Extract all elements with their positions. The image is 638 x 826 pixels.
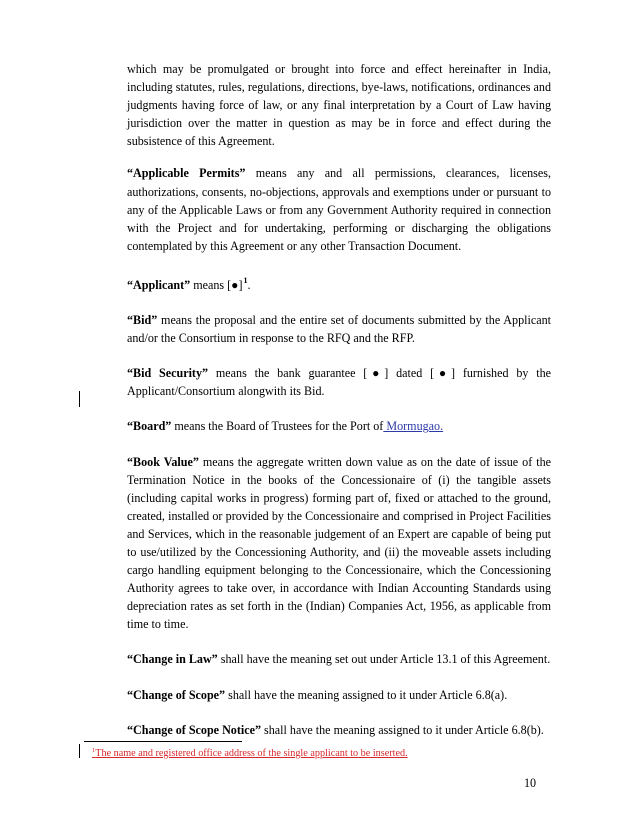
intro-paragraph: which may be promulgated or brought into force and effect hereinafter in India, including statutes, rules, regulations, directions, bye-laws, notifications, ordinances and judgments having force of law, or any final interpretation by a Court of Law having jurisdiction over the matter in question as may be in force and effect during the subsistence of this Agreement. — [127, 62, 551, 149]
inserted-text-mormugao: Mormugao. — [383, 419, 444, 434]
definition-bid — [127, 311, 551, 347]
definition-text: means any and all permissions, clearances, licenses, authorizations, consents, no-objections, approvals and exemptions under or pursuant to any of the Applicable Laws or from any Government Authority required in connection with the Project and for undertaking, performing or discharging the obligations contemplated by this Agreement or any other Transaction Document. — [127, 166, 551, 253]
term-applicant: “Applicant” — [127, 277, 191, 292]
footnote — [92, 744, 552, 760]
term-change-in-law: “Change in Law” — [127, 652, 218, 667]
definitions-body — [127, 60, 551, 756]
footnote-text: The name and registered office address of the single applicant to be inserted. — [95, 748, 408, 759]
definition-text: shall have the meaning set out under Article 13.1 of this Agreement. — [217, 652, 551, 667]
footnote-marker: 1 — [92, 747, 96, 754]
definition-end: . — [247, 277, 251, 292]
term-change-of-scope: “Change of Scope” — [127, 687, 226, 702]
definition-bid-security — [127, 364, 551, 400]
definition-text: means the Board of Trustees for the Port of — [171, 419, 384, 434]
definition-change-in-law — [127, 650, 551, 668]
term-applicable-permits: “Applicable Permits” — [127, 166, 246, 181]
revision-change-bar — [79, 391, 80, 407]
page-number: 10 — [524, 776, 537, 790]
definition-text: means [●] — [190, 277, 243, 292]
definition-text: means the aggregate written down value as on the date of issue of the Termination Notice in the books of the Concessionaire of (i) the tangible assets (including capital works in progress) forming part of, fixed or attached to the ground, created, installed or provided by the Concessionaire and comprised in Project Facilities and Services, which in the reasonable judgement of an Expert are capable of being put to use/utilized by the Concessioning Authority, and (ii) the moveable assets including cargo handling equipment belonging to the Concessionaire, which the Concessioning Authority agrees to take over, in accordance with Indian Accounting Standards using depreciation rates as set forth in the (Indian) Companies Act, 1956, as applicable from time to time. — [127, 454, 551, 632]
term-board: “Board” — [127, 419, 172, 434]
footnote-reference[interactable]: 1 — [243, 275, 248, 285]
definition-applicable-permits — [127, 164, 551, 254]
definition-applicant — [127, 272, 551, 294]
footnote-change-bar — [79, 744, 80, 758]
definition-board — [127, 417, 551, 435]
definition-text: shall have the meaning assigned to it under Article 6.8(b). — [261, 722, 544, 737]
definition-text: shall have the meaning assigned to it under Article 6.8(a). — [225, 687, 508, 702]
footnote-separator — [84, 741, 242, 742]
definition-text: means the proposal and the entire set of documents submitted by the Applicant and/or the Consortium in response to the RFQ and the RFP. — [127, 313, 551, 346]
term-bid-security: “Bid Security” — [127, 366, 209, 381]
definition-change-of-scope — [127, 686, 551, 704]
definition-book-value — [127, 453, 551, 634]
term-bid: “Bid” — [127, 313, 158, 328]
term-book-value: “Book Value” — [127, 454, 199, 469]
definition-change-of-scope-notice — [127, 721, 551, 739]
term-change-of-scope-notice: “Change of Scope Notice” — [127, 722, 262, 737]
definition-text: means the bank guarantee [●] dated [●] furnished by the Applicant/Consortium alongwith its Bid. — [127, 366, 551, 399]
